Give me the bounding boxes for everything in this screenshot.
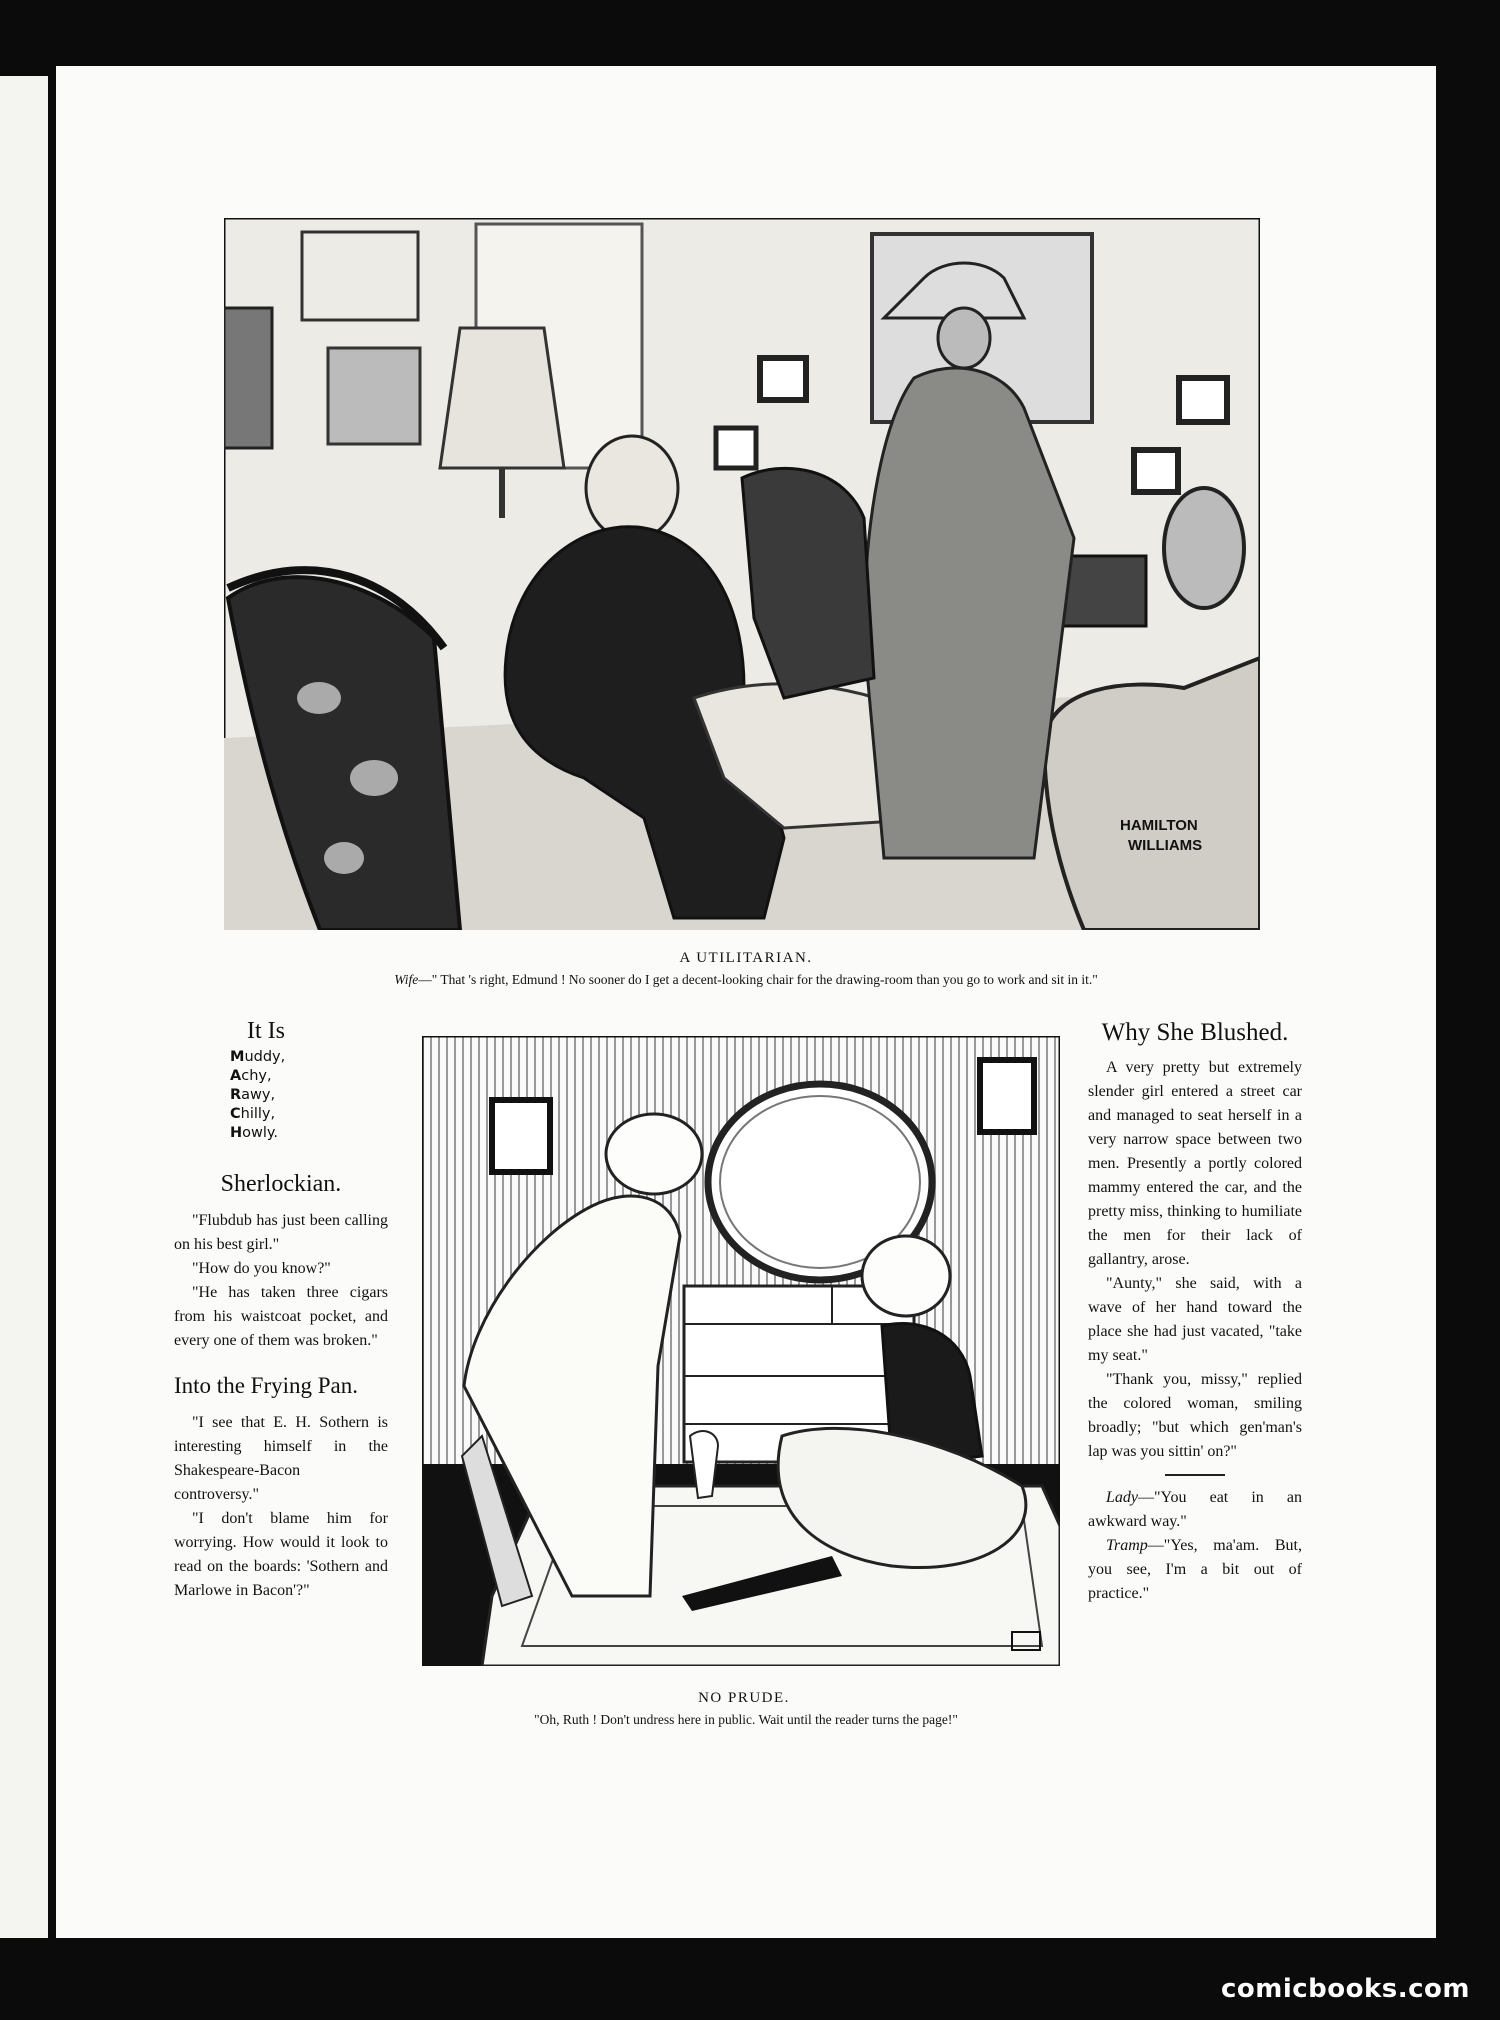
acrostic-line: Muddy, bbox=[230, 1049, 286, 1065]
blushed-paragraph: "Thank you, missy," replied the colored woman, smiling broadly; "but which gen'man's lap was you sittin' on?" bbox=[1088, 1371, 1302, 1460]
utilitarian-title: A UTILITARIAN. bbox=[679, 950, 813, 966]
frying-pan-heading: Into the Frying Pan. bbox=[174, 1373, 358, 1398]
utilitarian-caption bbox=[56, 972, 1436, 988]
sherlockian-paragraph: "Flubdub has just been calling on his best girl." bbox=[174, 1212, 388, 1253]
wife-speaker: Wife bbox=[394, 972, 419, 987]
acrostic-line: Howly. bbox=[230, 1125, 279, 1141]
blushed-paragraph: A very pretty but extremely slender girl entered a street car and managed to seat herself in a very narrow space between two men. Presently a portly colored mammy entered the car, and the pretty miss, thinking to humiliate the men for their lack of gallantry, arose. bbox=[1088, 1059, 1302, 1268]
tramp-line: Tramp—"Yes, ma'am. But, you see, I'm a bit out of practice." bbox=[1088, 1537, 1302, 1602]
acrostic-line: Rawy, bbox=[230, 1087, 276, 1103]
no-prude-title: NO PRUDE. bbox=[698, 1690, 790, 1706]
acrostic-line: Achy, bbox=[230, 1068, 272, 1084]
lady-line: Lady—"You eat in an awkward way." bbox=[1088, 1489, 1302, 1530]
sherlockian-heading: Sherlockian. bbox=[220, 1171, 342, 1197]
frying-pan-paragraph: "I see that E. H. Sothern is interesting himself in the Shakespeare-Bacon controversy." bbox=[174, 1414, 388, 1503]
no-prude-caption: "Oh, Ruth ! Don't undress here in public. Wait until the reader turns the page!" bbox=[534, 1712, 958, 1727]
utilitarian-illustration bbox=[224, 218, 1260, 930]
artist-signature: HAMILTON bbox=[1120, 817, 1198, 834]
left-column bbox=[174, 1016, 388, 1603]
artist-signature-2: WILLIAMS bbox=[1128, 837, 1203, 854]
wife-line: —" That 's right, Edmund ! No sooner do I get a decent-looking chair for the drawing-room than you go to work and sit in it." bbox=[418, 972, 1098, 987]
right-column bbox=[1088, 1018, 1302, 1606]
frying-pan-paragraph: "I don't blame him for worrying. How would it look to read on the boards: 'Sothern and Marlowe in Bacon'?" bbox=[174, 1510, 388, 1599]
it-is-heading: It Is bbox=[247, 1018, 285, 1044]
site-watermark: comicbooks.com bbox=[1220, 1974, 1470, 2004]
sherlockian-paragraph: "How do you know?" bbox=[192, 1260, 331, 1277]
why-she-blushed-heading: Why She Blushed. bbox=[1101, 1019, 1289, 1046]
no-prude-illustration bbox=[422, 1036, 1060, 1666]
magazine-page bbox=[56, 66, 1436, 1938]
sherlockian-paragraph: "He has taken three cigars from his waistcoat pocket, and every one of them was broken." bbox=[174, 1284, 388, 1349]
blushed-paragraph: "Aunty," she said, with a wave of her hand toward the place she had just vacated, "take my seat." bbox=[1088, 1275, 1302, 1364]
acrostic-list bbox=[230, 1048, 388, 1143]
section-divider bbox=[1165, 1474, 1225, 1476]
previous-page-edge bbox=[0, 76, 48, 1938]
acrostic-line: Chilly, bbox=[230, 1106, 276, 1122]
